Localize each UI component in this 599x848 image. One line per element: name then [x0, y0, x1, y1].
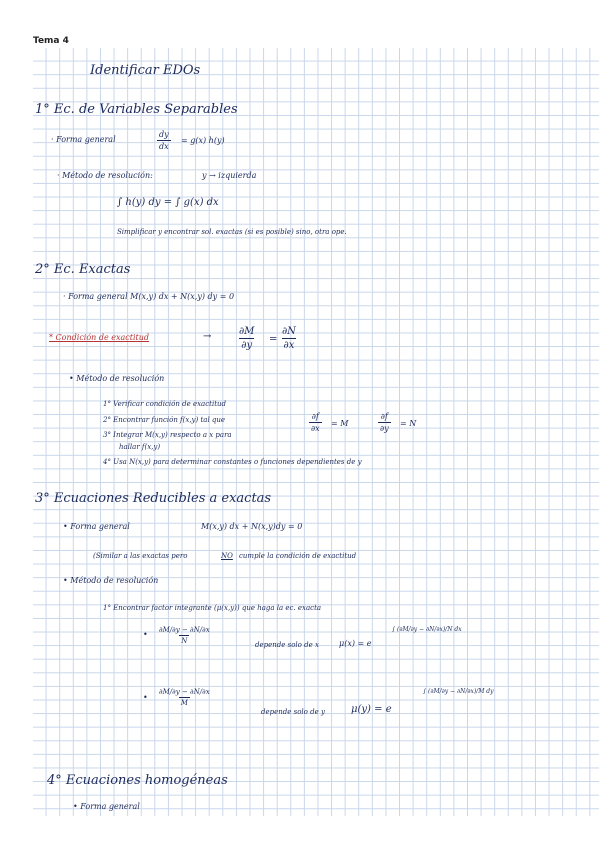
s2-cond-right-num: ∂N: [282, 326, 296, 337]
s3-forma-label: • Forma general: [63, 522, 130, 531]
s2-forma: · Forma general M(x,y) dx + N(x,y) dy = 0: [63, 292, 235, 301]
s2-partial-fx: [309, 412, 322, 433]
s2-cond-equals: =: [269, 334, 278, 345]
s2-cond-left-num: ∂M: [239, 326, 255, 337]
s3-b2-den: M: [180, 699, 188, 707]
s3-b1-exponent: ∫ (∂M/∂y − ∂N/∂x)/N dx: [392, 626, 462, 633]
section-1-heading: 1° Ec. de Variables Separables: [35, 102, 238, 117]
s1-metodo-note: y → izquierda: [202, 171, 257, 180]
s3-step-1: 1° Encontrar factor integrante (μ(x,y)) que haga la ec. exacta: [103, 604, 322, 612]
s3-b1-num: ∂M/∂y − ∂N/∂x: [159, 626, 210, 634]
s1-simplify: Simplificar y encontrar sol. exactas (si es posible) sino, otra ope.: [117, 228, 347, 236]
s2-step-3b: hallar f(x,y): [119, 443, 161, 451]
s1-integral: ∫ h(y) dy = ∫ g(x) dx: [117, 197, 219, 208]
s1-metodo-label: · Método de resolución:: [57, 171, 153, 180]
s1-forma-label: · Forma general: [51, 135, 116, 144]
s3-similar-no: NO: [221, 552, 233, 560]
s2-step-3: 3° Integrar M(x,y) respecto a x para: [103, 431, 232, 439]
notes-title: Identificar EDOs: [90, 63, 201, 78]
s1-frac-den: dx: [159, 142, 169, 151]
s2-step-1: 1° Verificar condición de exactitud: [103, 400, 227, 408]
s3-b1-text: depende solo de x: [255, 641, 319, 649]
s3-bullet-1: •: [143, 630, 148, 639]
s3-b2-fraction: [157, 688, 212, 707]
s2-metodo-label: • Método de resolución: [69, 374, 165, 383]
s2-cond-right-fraction: [280, 326, 298, 351]
s2-cond-left-fraction: [237, 326, 256, 351]
s1-frac-num: dy: [159, 130, 169, 139]
s2-pd2-den: ∂y: [380, 424, 389, 433]
s2-cond-left-den: ∂y: [241, 340, 253, 351]
s3-b2-exponent: ∫ (∂M/∂y − ∂N/∂x)/M dy: [423, 688, 494, 695]
s3-forma-eq: M(x,y) dx + N(x,y)dy = 0: [201, 522, 303, 531]
s2-cond-right-den: ∂x: [283, 340, 295, 351]
s3-b2-text: depende solo de y: [261, 708, 325, 716]
s1-forma-rhs: = g(x) h(y): [181, 136, 225, 145]
s3-b2-num: ∂M/∂y − ∂N/∂x: [159, 688, 210, 696]
s2-step-4: 4° Usa N(x,y) para determinar constantes o funciones dependientes de y: [103, 458, 362, 466]
s3-bullet-2: •: [143, 693, 148, 702]
s2-pd2-rhs: = N: [400, 419, 417, 428]
s3-b1-mu: μ(x) = e: [339, 639, 372, 648]
s2-step-2: 2° Encontrar función f(x,y) tal que: [103, 416, 226, 424]
s1-dydx-fraction: [157, 130, 171, 151]
s2-condition-arrow: →: [203, 331, 212, 342]
s3-b1-fraction: [157, 626, 212, 645]
s2-partial-fy: [378, 412, 391, 433]
s2-pd1-rhs: = M: [331, 419, 349, 428]
s3-b1-den: N: [181, 637, 188, 645]
page-title: Tema 4: [33, 36, 69, 46]
s2-pd2-num: ∂f: [380, 412, 388, 421]
section-3-heading: 3° Ecuaciones Reducibles a exactas: [35, 491, 272, 506]
section-2-heading: 2° Ec. Exactas: [35, 262, 131, 277]
s2-pd1-den: ∂x: [311, 424, 320, 433]
note-canvas[interactable]: [33, 48, 599, 816]
s4-forma-label: • Forma general: [73, 802, 140, 811]
s3-b2-mu: μ(y) = e: [351, 704, 392, 715]
s3-metodo-label: • Método de resolución: [63, 576, 159, 585]
s3-similar-a: (Similar a las exactas pero: [93, 552, 188, 560]
section-4-heading: 4° Ecuaciones homogéneas: [47, 773, 228, 788]
s2-pd1-num: ∂f: [311, 412, 319, 421]
s2-condition-label: * Condición de exactitud: [49, 333, 150, 342]
s3-similar-b: cumple la condición de exactitud: [239, 552, 357, 560]
